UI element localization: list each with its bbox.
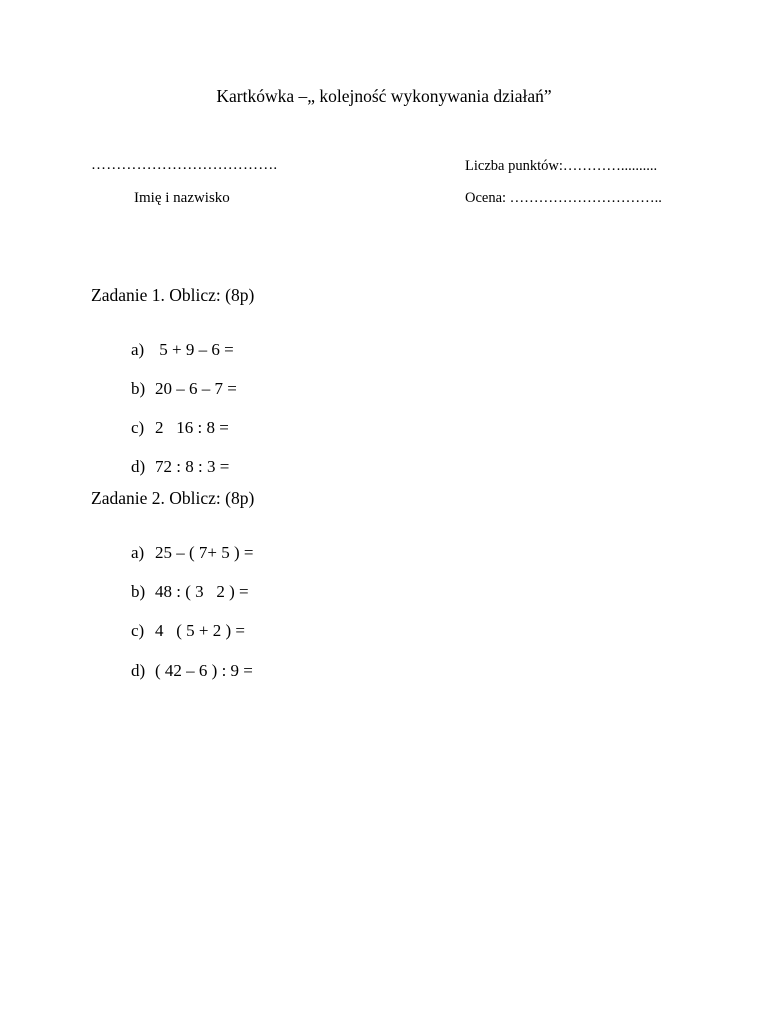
item-expression: 5 + 9 – 6 =	[155, 340, 234, 359]
task-2-heading: Zadanie 2. Oblicz: (8p)	[91, 488, 255, 508]
item-letter: b)	[131, 379, 146, 398]
item-letter: d)	[131, 457, 146, 476]
item-expression: 20 – 6 – 7 =	[155, 379, 237, 398]
name-label: Imię i nazwisko	[134, 190, 230, 206]
item-letter: a)	[131, 340, 145, 359]
page-title: Kartkówka –„ kolejność wykonywania działań”	[216, 86, 552, 106]
item-expression: 72 : 8 : 3 =	[155, 457, 230, 476]
item-expression: ( 42 – 6 ) : 9 =	[155, 661, 253, 680]
grade-field: Ocena: …………………………..	[465, 190, 662, 206]
item-letter: d)	[131, 661, 146, 680]
item-expression: 25 – ( 7+ 5 ) =	[155, 543, 254, 562]
item-expression: 4 ( 5 + 2 ) =	[155, 621, 245, 640]
task-2-item-d	[114, 641, 253, 701]
item-letter: b)	[131, 582, 146, 601]
item-letter: a)	[131, 543, 145, 562]
item-expression: 48 : ( 3 2 ) =	[155, 582, 249, 601]
name-dotted-line: ……………………………….	[91, 157, 278, 173]
item-expression: 2 16 : 8 =	[155, 418, 229, 437]
item-letter: c)	[131, 418, 145, 437]
points-field: Liczba punktów:…………..........	[465, 158, 658, 174]
item-letter: c)	[131, 621, 145, 640]
task-1-heading: Zadanie 1. Oblicz: (8p)	[91, 285, 255, 305]
